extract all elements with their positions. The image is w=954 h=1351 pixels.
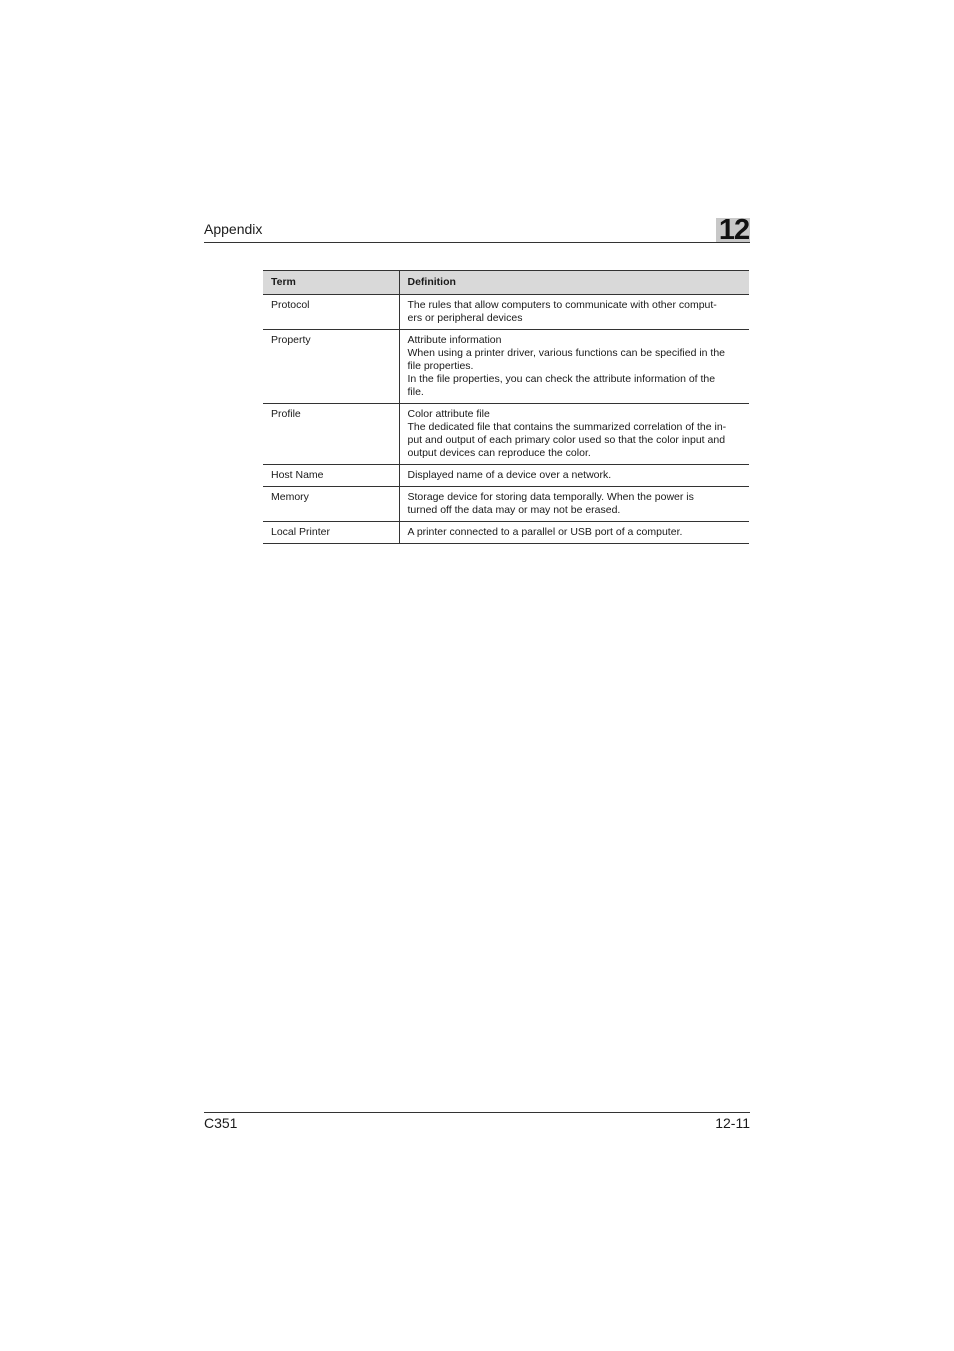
definition-line: The rules that allow computers to communicate with other comput- xyxy=(407,299,717,311)
table-row xyxy=(263,522,749,544)
definition-line: When using a printer driver, various functions can be specified in the xyxy=(407,347,726,359)
term-cell: Protocol xyxy=(263,295,399,330)
definition-line: Displayed name of a device over a network. xyxy=(407,469,612,481)
definition-cell xyxy=(399,330,749,404)
term-cell: Property xyxy=(263,330,399,404)
glossary-table xyxy=(263,270,749,544)
term-cell: Host Name xyxy=(263,465,399,487)
table-row xyxy=(263,465,749,487)
definition-line: Color attribute file xyxy=(407,408,490,420)
table-row xyxy=(263,487,749,522)
term-cell: Local Printer xyxy=(263,522,399,544)
section-title: Appendix xyxy=(204,221,263,237)
table-header-row xyxy=(263,271,749,295)
definition-line: turned off the data may or may not be erased. xyxy=(407,504,621,516)
chapter-number: 12 xyxy=(718,214,750,246)
definition-line: put and output of each primary color used so that the color input and xyxy=(407,434,726,446)
definition-cell xyxy=(399,522,749,544)
table-row xyxy=(263,295,749,330)
definition-line: file properties. xyxy=(407,360,474,372)
definition-line: A printer connected to a parallel or USB port of a computer. xyxy=(407,526,683,538)
term-cell: Memory xyxy=(263,487,399,522)
model-name: C351 xyxy=(204,1115,238,1131)
column-header-definition: Definition xyxy=(399,271,749,295)
table-row xyxy=(263,330,749,404)
table-row xyxy=(263,404,749,465)
page-number: 12-11 xyxy=(715,1115,750,1131)
definition-cell xyxy=(399,404,749,465)
term-cell: Profile xyxy=(263,404,399,465)
definition-line: Attribute information xyxy=(407,334,502,346)
definition-line: The dedicated file that contains the summarized correlation of the in- xyxy=(407,421,727,433)
definition-line: file. xyxy=(407,386,424,398)
footer-divider xyxy=(204,1112,750,1113)
definition-cell xyxy=(399,465,749,487)
definition-line: Storage device for storing data temporally. When the power is xyxy=(407,491,694,503)
header-divider xyxy=(204,242,750,243)
definition-cell xyxy=(399,295,749,330)
definition-line: output devices can reproduce the color. xyxy=(407,447,591,459)
column-header-term: Term xyxy=(263,271,399,295)
definition-cell xyxy=(399,487,749,522)
definition-line: In the file properties, you can check the attribute information of the xyxy=(407,373,716,385)
definition-line: ers or peripheral devices xyxy=(407,312,523,324)
